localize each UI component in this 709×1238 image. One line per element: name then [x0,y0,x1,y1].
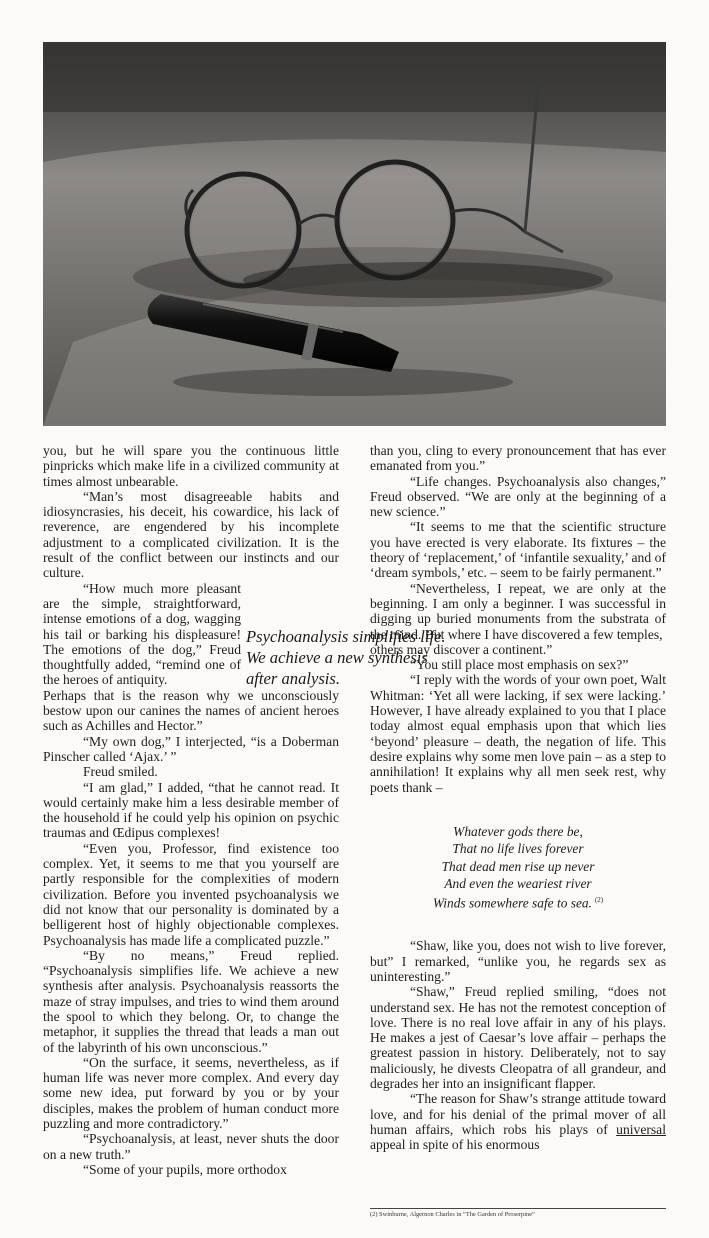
paragraph: “It seems to me that the scientific structure you have erected is very elaborate. Its fixtures – the theory of ‘replacement,’ of ‘infantile sexuality,’ and of ‘dream symbols,’ etc. – seem to be fairly permanent.” [370,519,666,581]
poem-line: And even the weariest river [444,876,592,892]
paragraph: “Nevertheless, I repeat, we are only at the beginning. I am only a beginner. I was successful in digging up buried monuments from the substrata of the mind. But where I have discovered a few temples, [370,580,666,642]
paragraph: others may discover a continent.” [370,641,553,657]
paragraph: “By no means,” Freud replied. “Psychoanalysis simplifies life. We achieve a new synthesis after analysis. Psychoanalysis reassorts the maze of stray impulses, and tries to wind them around the spool to which they belong. Or, to change the metaphor, it supplies the thread that leads a man out of the labyrinth of his own unconscious.” [43,947,339,1055]
paragraph: “Psychoanalysis, at least, never shuts the door on a new truth.” [43,1131,339,1162]
paragraph: “Shaw,” Freud replied smiling, “does not understand sex. He has not the remotest conception of love. There is no real love affair in any of his plays. He makes a jest of Caesar’s love affair – perhaps the greatest passion in history. Deliberately, not to say maliciously, he divests Cleopatra of all grandeur, and degrades her into an insignificant flapper. [370,984,666,1091]
paragraph-text: appeal in spite of his enormous [370,1137,540,1153]
paragraph: “Life changes. Psychoanalysis also changes,” Freud observed. “We are only at the beginning of a new science.” [370,473,666,520]
poem-line: Whatever gods there be, [453,823,583,839]
paragraph [370,1091,666,1152]
footnote-marker: (2) [594,896,604,905]
paragraph: “I reply with the words of your own poet, Walt Whitman: ‘Yet all were lacking, if sex were lacking.’ However, I have already explained to you that I place today almost equal emphasis upon that which lies ‘beyond’ pleasure – death, the negation of life. This desire explains why some men love pain – as a step to annihilation! It explains why all men seek rest, why poets thank – [370,672,666,795]
paragraph: “On the surface, it seems, nevertheless, as if human life was never more complex. And every day some new idea, put forward by you or by your disciples, makes the problem of human conduct more puzzling and more contradictory.” [43,1054,339,1132]
paragraph: “Some of your pupils, more orthodox [83,1161,287,1177]
poem-line: That no life lives forever [452,841,584,857]
paragraph: Freud smiled. [83,764,158,780]
paragraph: “How much more pleasant are the simple, straightforward, intense emotions of a dog, wagging his tail or barking his displeasure! The emotions of the dog,” Freud thoughtfully added, “remind one of the heroes of antiquity. [43,580,241,688]
underlined-word: universal [616,1121,666,1137]
poem [370,823,666,913]
paragraph: “Even you, Professor, find existence too complex. Yet, it seems to me that you yourself are partly responsible for the complexities of modern civilization. Before you invented psychoanalysis we did not know that our personality is dominated by a belligerent host of highly objectionable complexes. Psychoanalysis has made life a complicated puzzle.” [43,840,339,948]
paragraph: than you, cling to every pronouncement that has ever emanated from you.” [370,443,666,474]
paragraph: “My own dog,” I interjected, “is a Doberman Pinscher called ‘Ajax.’ ” [43,733,339,764]
paragraph-text: “The reason for Shaw’s strange attitude toward love, and for his denial of the primal mover of all human affairs, which robs his plays of [370,1091,666,1137]
paragraph: “You still place most emphasis on sex?” [410,657,629,673]
paragraph: “I am glad,” I added, “that he cannot read. It would certainly make him a less desirable member of the household if he could yelp his opinion on psychic traumas and Œdipus complexes! [43,779,339,841]
poem-line-text: Winds somewhere safe to sea. [432,895,592,911]
left-column [43,443,339,1177]
photo-spectacles-pen [43,42,666,426]
pull-quote: Psychoanalysis simplifies life. We achieve a new synthesis after analysis. [246,627,446,688]
right-column [370,443,666,1152]
paragraph: “Man’s most disagreeable habits and idiosyncrasies, his deceit, his cowardice, his lack of reverence, are engendered by his incomplete adjustment to a complicated civilization. It is the result of the conflict between our instincts and our culture. [43,488,339,581]
spectacles-and-pen-icon [43,42,666,426]
paragraph: Perhaps that is the reason why we unconsciously bestow upon our canines the names of ancient heroes such as Achilles and Hector.” [43,687,339,734]
footnote: (2) Swinburne, Algernon Charles in “The Garden of Proserpine” [370,1208,666,1219]
paragraph: you, but he will spare you the continuous little pinpricks which make life in a civilized community at times almost unbearable. [43,443,339,489]
paragraph: “Shaw, like you, does not wish to live forever, but” I remarked, “unlike you, he regards sex as uninteresting.” [370,938,666,984]
poem-line: That dead men rise up never [441,858,595,874]
poem-line [370,892,666,912]
